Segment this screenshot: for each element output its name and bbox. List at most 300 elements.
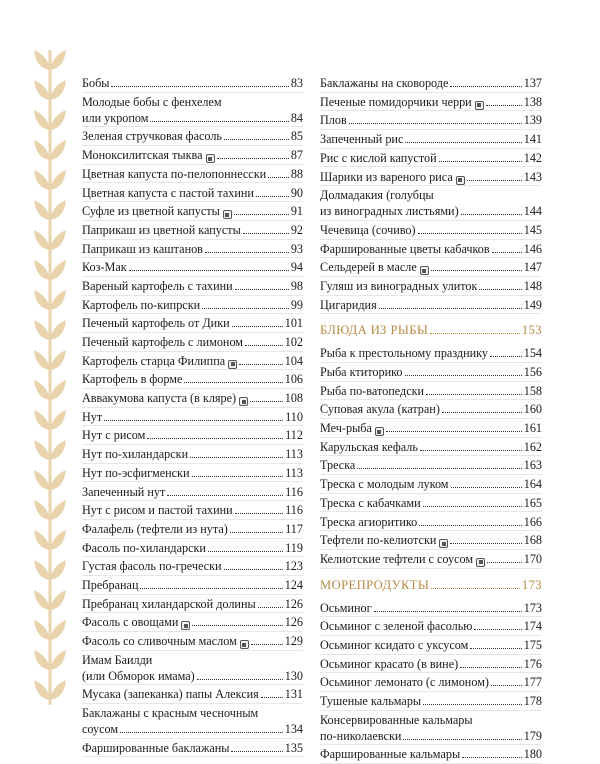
page-number: 93 bbox=[290, 241, 303, 256]
toc-entry[interactable] bbox=[320, 186, 542, 221]
dot-leader bbox=[450, 543, 521, 544]
wheat-leaf-right bbox=[50, 50, 66, 70]
page-number: 119 bbox=[285, 540, 303, 555]
entry-title: (или Обморок имама) bbox=[82, 668, 195, 683]
dot-leader bbox=[245, 345, 283, 346]
toc-entry[interactable] bbox=[82, 557, 303, 576]
page-number: 147 bbox=[523, 260, 542, 275]
page-number: 113 bbox=[285, 447, 303, 462]
entry-title: Фасоль по-хиландарски bbox=[82, 540, 206, 555]
wheat-leaf-right bbox=[50, 530, 66, 550]
page-number: 87 bbox=[290, 148, 303, 163]
dot-leader bbox=[386, 431, 522, 432]
dot-leader bbox=[461, 214, 522, 215]
dot-leader bbox=[467, 180, 522, 181]
toc-entry[interactable] bbox=[320, 277, 542, 296]
dot-leader bbox=[474, 629, 521, 630]
dot-leader bbox=[439, 161, 522, 162]
entry-title: Келиотские тефтели с соусом bbox=[320, 551, 474, 566]
page-number: 173 bbox=[521, 577, 542, 592]
toc-entry[interactable] bbox=[82, 704, 303, 739]
page-number: 102 bbox=[284, 335, 303, 350]
page-number: 116 bbox=[285, 503, 303, 518]
lenten-mark-icon bbox=[456, 176, 465, 185]
entry-title: Треска с молодым луком bbox=[320, 477, 449, 492]
page-number: 143 bbox=[523, 169, 542, 184]
dot-leader bbox=[349, 123, 522, 124]
wheat-leaf-right bbox=[50, 650, 66, 670]
toc-entry[interactable] bbox=[82, 576, 303, 595]
entry-title: Фасоль со сливочным маслом bbox=[82, 634, 237, 649]
toc-entry[interactable] bbox=[320, 745, 542, 764]
toc-entry[interactable] bbox=[82, 426, 303, 445]
entry-title: Картофель старца Филиппа bbox=[82, 353, 226, 368]
dot-leader bbox=[231, 751, 282, 752]
page-number: 108 bbox=[284, 391, 303, 406]
toc-entry[interactable] bbox=[82, 539, 303, 558]
dot-leader bbox=[243, 233, 289, 234]
dot-leader bbox=[423, 506, 522, 507]
dot-leader bbox=[374, 611, 522, 612]
lenten-mark-icon bbox=[240, 640, 249, 649]
entry-title: Запеченный рис bbox=[320, 132, 404, 147]
toc-entry[interactable] bbox=[320, 130, 542, 149]
entry-title: Печеный картофель от Дики bbox=[82, 316, 230, 331]
toc-entry[interactable] bbox=[82, 482, 303, 501]
entry-title: Баклажаны с красным чесночным bbox=[82, 706, 259, 721]
toc-entry[interactable] bbox=[320, 655, 542, 674]
entry-title: Картофель по-кипрски bbox=[82, 297, 201, 312]
page-number: 83 bbox=[290, 76, 303, 91]
entry-title: Паприкаш из каштанов bbox=[82, 241, 203, 256]
page-number: 131 bbox=[284, 687, 303, 702]
entry-title: Коз-Мак bbox=[82, 260, 127, 275]
dot-leader bbox=[202, 308, 289, 309]
entry-title: Нут с рисом и пастой тахини bbox=[82, 503, 233, 518]
toc-entry[interactable] bbox=[82, 277, 303, 296]
lenten-mark-icon bbox=[206, 154, 215, 163]
dot-leader bbox=[442, 412, 522, 413]
toc-entry[interactable] bbox=[82, 613, 303, 632]
entry-title: Моноксилитская тыква bbox=[82, 148, 203, 163]
wheat-leaf-left bbox=[34, 530, 50, 550]
lenten-mark-icon bbox=[439, 539, 448, 548]
toc-entry[interactable] bbox=[320, 74, 542, 93]
page-number: 106 bbox=[284, 372, 303, 387]
page-number: 98 bbox=[290, 278, 303, 293]
toc-entry[interactable] bbox=[82, 389, 303, 408]
entry-title: Вареный картофель с тахини bbox=[82, 278, 233, 293]
toc-entry[interactable] bbox=[82, 464, 303, 483]
toc-entry[interactable] bbox=[320, 93, 542, 112]
entry-title: Рис с кислой капустой bbox=[320, 150, 437, 165]
page-number: 84 bbox=[290, 110, 303, 125]
entry-title: Рыба ктиторико bbox=[320, 365, 403, 380]
entry-title: Тефтели по-келиотски bbox=[320, 533, 437, 548]
wheat-leaf-right bbox=[50, 260, 66, 280]
toc-entry[interactable] bbox=[82, 165, 303, 184]
page-number: 137 bbox=[523, 76, 542, 91]
page-number: 92 bbox=[290, 222, 303, 237]
dot-leader bbox=[230, 532, 283, 533]
wheat-leaf-right bbox=[50, 230, 66, 250]
wheat-ear-icon bbox=[30, 50, 70, 705]
wheat-leaf-left bbox=[34, 350, 50, 370]
toc-entry[interactable] bbox=[320, 149, 542, 168]
entry-title: Гуляш из виноградных улиток bbox=[320, 278, 478, 293]
entry-title: Бобы bbox=[82, 76, 110, 91]
page-number: 158 bbox=[523, 383, 542, 398]
entry-title: из виноградных листьями) bbox=[320, 204, 459, 219]
dot-leader bbox=[470, 648, 521, 649]
toc-entry[interactable] bbox=[320, 400, 542, 419]
wheat-leaf-left bbox=[34, 410, 50, 430]
toc-entry[interactable] bbox=[82, 595, 303, 614]
toc-entry[interactable] bbox=[82, 408, 303, 427]
dot-leader bbox=[268, 177, 289, 178]
dot-leader bbox=[208, 551, 283, 552]
page-number: 180 bbox=[523, 747, 542, 762]
entry-title: Консервированные кальмары bbox=[320, 712, 473, 727]
page-number: 94 bbox=[290, 260, 303, 275]
lenten-mark-icon bbox=[476, 558, 485, 567]
dot-leader bbox=[405, 375, 522, 376]
wheat-leaf-right bbox=[50, 80, 66, 100]
toc-section-heading bbox=[320, 314, 542, 344]
toc-entry[interactable] bbox=[320, 636, 542, 655]
dot-leader bbox=[167, 495, 283, 496]
entry-title: Осьминог красато (в вине) bbox=[320, 656, 459, 671]
page-number: 126 bbox=[284, 615, 303, 630]
entry-title: Суповая акула (катран) bbox=[320, 402, 440, 417]
entry-title: Фасоль с овощами bbox=[82, 615, 179, 630]
toc-entry[interactable] bbox=[320, 111, 542, 130]
entry-title: Осьминог bbox=[320, 600, 372, 615]
dot-leader bbox=[120, 732, 283, 733]
dot-leader bbox=[418, 233, 522, 234]
page-number: 154 bbox=[523, 346, 542, 361]
page-number: 112 bbox=[285, 428, 303, 443]
dot-leader bbox=[205, 252, 289, 253]
toc-entry[interactable] bbox=[320, 382, 542, 401]
toc-left-column bbox=[82, 74, 303, 757]
dot-leader bbox=[492, 252, 522, 253]
toc-entry[interactable] bbox=[320, 692, 542, 711]
page-number: 164 bbox=[523, 477, 542, 492]
entry-title: Сельдерей в масле bbox=[320, 260, 417, 275]
dot-leader bbox=[451, 487, 522, 488]
toc-entry[interactable] bbox=[82, 445, 303, 464]
toc-entry[interactable] bbox=[320, 344, 542, 363]
entry-title: Мусака (запеканка) папы Алексия bbox=[82, 687, 259, 702]
entry-title: Фалафель (тефтели из нута) bbox=[82, 521, 228, 536]
entry-title: Цветная капуста с пастой тахини bbox=[82, 185, 254, 200]
page-number: 142 bbox=[523, 150, 542, 165]
entry-title: Печеный картофель с лимоном bbox=[82, 335, 244, 350]
page-number: 162 bbox=[523, 439, 542, 454]
dot-leader bbox=[235, 289, 289, 290]
entry-title: Долмадакия (голубцы bbox=[320, 188, 434, 203]
entry-title: Нут по-эсфигменски bbox=[82, 465, 190, 480]
dot-leader bbox=[251, 644, 283, 645]
dot-leader bbox=[192, 625, 282, 626]
toc-entry[interactable] bbox=[320, 221, 542, 240]
wheat-leaf-left bbox=[34, 590, 50, 610]
dot-leader bbox=[224, 569, 283, 570]
toc-right-column bbox=[320, 74, 542, 764]
page-number: 163 bbox=[523, 458, 542, 473]
page-number: 144 bbox=[523, 204, 542, 219]
wheat-leaf-left bbox=[34, 50, 50, 70]
toc-entry[interactable] bbox=[320, 438, 542, 457]
page-number: 134 bbox=[284, 722, 303, 737]
toc-entry[interactable] bbox=[82, 74, 303, 93]
toc-entry[interactable] bbox=[82, 333, 303, 352]
wheat-leaf-left bbox=[34, 110, 50, 130]
entry-title: Меч-рыба bbox=[320, 421, 372, 436]
lenten-mark-icon bbox=[228, 360, 237, 369]
page-number: 179 bbox=[523, 728, 542, 743]
entry-title: Цигаридия bbox=[320, 297, 377, 312]
toc-entry[interactable] bbox=[82, 520, 303, 539]
wheat-leaf-right bbox=[50, 200, 66, 220]
page-number: 173 bbox=[523, 600, 542, 615]
dot-leader bbox=[419, 525, 521, 526]
page-number: 145 bbox=[523, 222, 542, 237]
dot-leader bbox=[129, 270, 289, 271]
page-number: 176 bbox=[523, 656, 542, 671]
wheat-leaf-right bbox=[50, 680, 66, 700]
dot-leader bbox=[217, 158, 289, 159]
dot-leader bbox=[487, 562, 522, 563]
lenten-mark-icon bbox=[475, 101, 484, 110]
page-number: 160 bbox=[523, 402, 542, 417]
page-number: 90 bbox=[290, 185, 303, 200]
dot-leader bbox=[379, 308, 522, 309]
wheat-leaf-right bbox=[50, 470, 66, 490]
toc-entry[interactable] bbox=[82, 632, 303, 651]
wheat-leaf-left bbox=[34, 680, 50, 700]
wheat-leaf-left bbox=[34, 560, 50, 580]
entry-title: Аввакумова капуста (в кляре) bbox=[82, 391, 237, 406]
wheat-leaf-left bbox=[34, 170, 50, 190]
entry-title: Нут с рисом bbox=[82, 428, 146, 443]
wheat-leaf-left bbox=[34, 320, 50, 340]
toc-entry[interactable] bbox=[320, 531, 542, 550]
toc-entry[interactable] bbox=[320, 240, 542, 259]
toc-entry[interactable] bbox=[320, 363, 542, 382]
entry-title: Треска bbox=[320, 458, 356, 473]
entry-title: Рыба к престольному празднику bbox=[320, 346, 489, 361]
entry-title: или укропом bbox=[82, 110, 149, 125]
toc-entry[interactable] bbox=[82, 739, 303, 758]
page-number: 156 bbox=[523, 365, 542, 380]
wheat-leaf-right bbox=[50, 290, 66, 310]
wheat-leaf-right bbox=[50, 440, 66, 460]
lenten-mark-icon bbox=[239, 397, 248, 406]
toc-entry[interactable] bbox=[320, 494, 542, 513]
lenten-mark-icon bbox=[223, 210, 232, 219]
toc-entry[interactable] bbox=[320, 456, 542, 475]
dot-leader bbox=[256, 196, 289, 197]
entry-title: Зеленая стручковая фасоль bbox=[82, 129, 222, 144]
wheat-leaf-right bbox=[50, 140, 66, 160]
dot-leader bbox=[405, 142, 521, 143]
wheat-leaf-left bbox=[34, 80, 50, 100]
toc-entry[interactable] bbox=[82, 93, 303, 128]
wheat-leaf-right bbox=[50, 110, 66, 130]
toc-entry[interactable] bbox=[82, 314, 303, 333]
lenten-mark-icon bbox=[181, 621, 190, 630]
dot-leader bbox=[232, 326, 283, 327]
page-number: 123 bbox=[284, 559, 303, 574]
entry-title: Чечевица (сочиво) bbox=[320, 222, 416, 237]
page-number: 88 bbox=[290, 166, 303, 181]
dot-leader bbox=[462, 757, 522, 758]
wheat-leaf-right bbox=[50, 170, 66, 190]
dot-leader bbox=[403, 739, 521, 740]
wheat-leaf-right bbox=[50, 380, 66, 400]
toc-entry[interactable] bbox=[82, 221, 303, 240]
wheat-leaf-left bbox=[34, 380, 50, 400]
toc-entry[interactable] bbox=[82, 127, 303, 146]
wheat-leaf-left bbox=[34, 140, 50, 160]
page-number: 130 bbox=[284, 668, 303, 683]
toc-entry[interactable] bbox=[320, 550, 542, 569]
page-number: 126 bbox=[284, 596, 303, 611]
dot-leader bbox=[258, 607, 283, 608]
toc-entry[interactable] bbox=[82, 183, 303, 202]
toc-entry[interactable] bbox=[82, 146, 303, 165]
dot-leader bbox=[431, 270, 522, 271]
section-title: МОРЕПРОДУКТЫ bbox=[320, 577, 430, 592]
dot-leader bbox=[431, 588, 520, 589]
dot-leader bbox=[190, 457, 283, 458]
entry-title: Треска агиоритико bbox=[320, 514, 418, 529]
wheat-leaf-left bbox=[34, 650, 50, 670]
page-number: 85 bbox=[290, 129, 303, 144]
page-number: 178 bbox=[523, 694, 542, 709]
entry-title: Запеченный нут bbox=[82, 484, 166, 499]
entry-title: Фаршированные кальмары bbox=[320, 747, 461, 762]
wheat-leaf-right bbox=[50, 320, 66, 340]
toc-entry[interactable] bbox=[320, 711, 542, 746]
dot-leader bbox=[460, 667, 522, 668]
page-number: 177 bbox=[523, 675, 542, 690]
page-number: 110 bbox=[285, 409, 303, 424]
wheat-leaf-left bbox=[34, 440, 50, 460]
toc-entry[interactable] bbox=[82, 685, 303, 704]
page-number: 99 bbox=[290, 297, 303, 312]
toc-entry[interactable] bbox=[82, 501, 303, 520]
page-number: 165 bbox=[523, 495, 542, 510]
entry-title: соусом bbox=[82, 722, 119, 737]
section-title: БЛЮДА ИЗ РЫБЫ bbox=[320, 323, 429, 338]
toc-entry[interactable] bbox=[320, 296, 542, 315]
toc-entry[interactable] bbox=[320, 475, 542, 494]
dot-leader bbox=[235, 513, 284, 514]
dot-leader bbox=[184, 382, 282, 383]
toc-entry[interactable] bbox=[320, 599, 542, 618]
entry-title: Осьминог ксидато с уксусом bbox=[320, 637, 469, 652]
toc-entry[interactable] bbox=[320, 617, 542, 636]
dot-leader bbox=[147, 438, 283, 439]
toc-entry[interactable] bbox=[82, 240, 303, 259]
wheat-leaf-left bbox=[34, 260, 50, 280]
entry-title: Пребранац хиландарской долины bbox=[82, 596, 256, 611]
page-number: 129 bbox=[284, 634, 303, 649]
page-number: 116 bbox=[285, 484, 303, 499]
dot-leader bbox=[491, 685, 522, 686]
entry-title: Треска с кабачками bbox=[320, 495, 421, 510]
wheat-leaf-left bbox=[34, 230, 50, 250]
dot-leader bbox=[250, 401, 283, 402]
dot-leader bbox=[111, 86, 288, 87]
dot-leader bbox=[486, 105, 522, 106]
toc-section-heading bbox=[320, 569, 542, 599]
dot-leader bbox=[104, 420, 283, 421]
page-number: 91 bbox=[290, 204, 303, 219]
toc-entry[interactable] bbox=[82, 352, 303, 371]
page-number: 161 bbox=[523, 421, 542, 436]
entry-title: Фаршированные баклажаны bbox=[82, 740, 230, 755]
toc-entry[interactable] bbox=[320, 419, 542, 438]
lenten-mark-icon bbox=[375, 427, 384, 436]
entry-title: Густая фасоль по-гречески bbox=[82, 559, 222, 574]
toc-entry[interactable] bbox=[82, 296, 303, 315]
wheat-leaf-left bbox=[34, 200, 50, 220]
toc-entry[interactable] bbox=[82, 651, 303, 686]
page-number: 146 bbox=[523, 241, 542, 256]
toc-entry[interactable] bbox=[82, 202, 303, 221]
dot-leader bbox=[192, 476, 284, 477]
page-number: 148 bbox=[523, 278, 542, 293]
page-number: 138 bbox=[523, 94, 542, 109]
wheat-leaf-left bbox=[34, 290, 50, 310]
dot-leader bbox=[197, 679, 283, 680]
wheat-leaf-left bbox=[34, 620, 50, 640]
lenten-mark-icon bbox=[420, 266, 429, 275]
entry-title: Цветная капуста по-пелопоннесски bbox=[82, 166, 267, 181]
page-number: 124 bbox=[284, 577, 303, 592]
entry-title: Картофель в форме bbox=[82, 372, 183, 387]
wheat-leaf-right bbox=[50, 590, 66, 610]
entry-title: Молодые бобы с фенхелем bbox=[82, 94, 222, 109]
dot-leader bbox=[426, 394, 522, 395]
entry-title: Шарики из вареного риса bbox=[320, 169, 453, 184]
toc-entry[interactable] bbox=[82, 370, 303, 389]
toc-entry[interactable] bbox=[320, 512, 542, 531]
dot-leader bbox=[357, 468, 521, 469]
wheat-leaf-right bbox=[50, 620, 66, 640]
wheat-leaf-right bbox=[50, 350, 66, 370]
entry-title: Фаршированные цветы кабачков bbox=[320, 241, 490, 256]
dot-leader bbox=[450, 86, 521, 87]
toc-entry[interactable] bbox=[320, 673, 542, 692]
toc-entry[interactable] bbox=[320, 167, 542, 186]
wheat-leaf-left bbox=[34, 470, 50, 490]
page-number: 168 bbox=[523, 533, 542, 548]
toc-entry[interactable] bbox=[320, 258, 542, 277]
entry-title: Баклажаны на сковороде bbox=[320, 76, 449, 91]
toc-entry[interactable] bbox=[82, 258, 303, 277]
entry-title: Нут bbox=[82, 409, 103, 424]
dot-leader bbox=[423, 704, 522, 705]
entry-title: Пребранац bbox=[82, 577, 139, 592]
dot-leader bbox=[234, 214, 289, 215]
entry-title: Карульская кефаль bbox=[320, 439, 418, 454]
dot-leader bbox=[430, 333, 520, 334]
